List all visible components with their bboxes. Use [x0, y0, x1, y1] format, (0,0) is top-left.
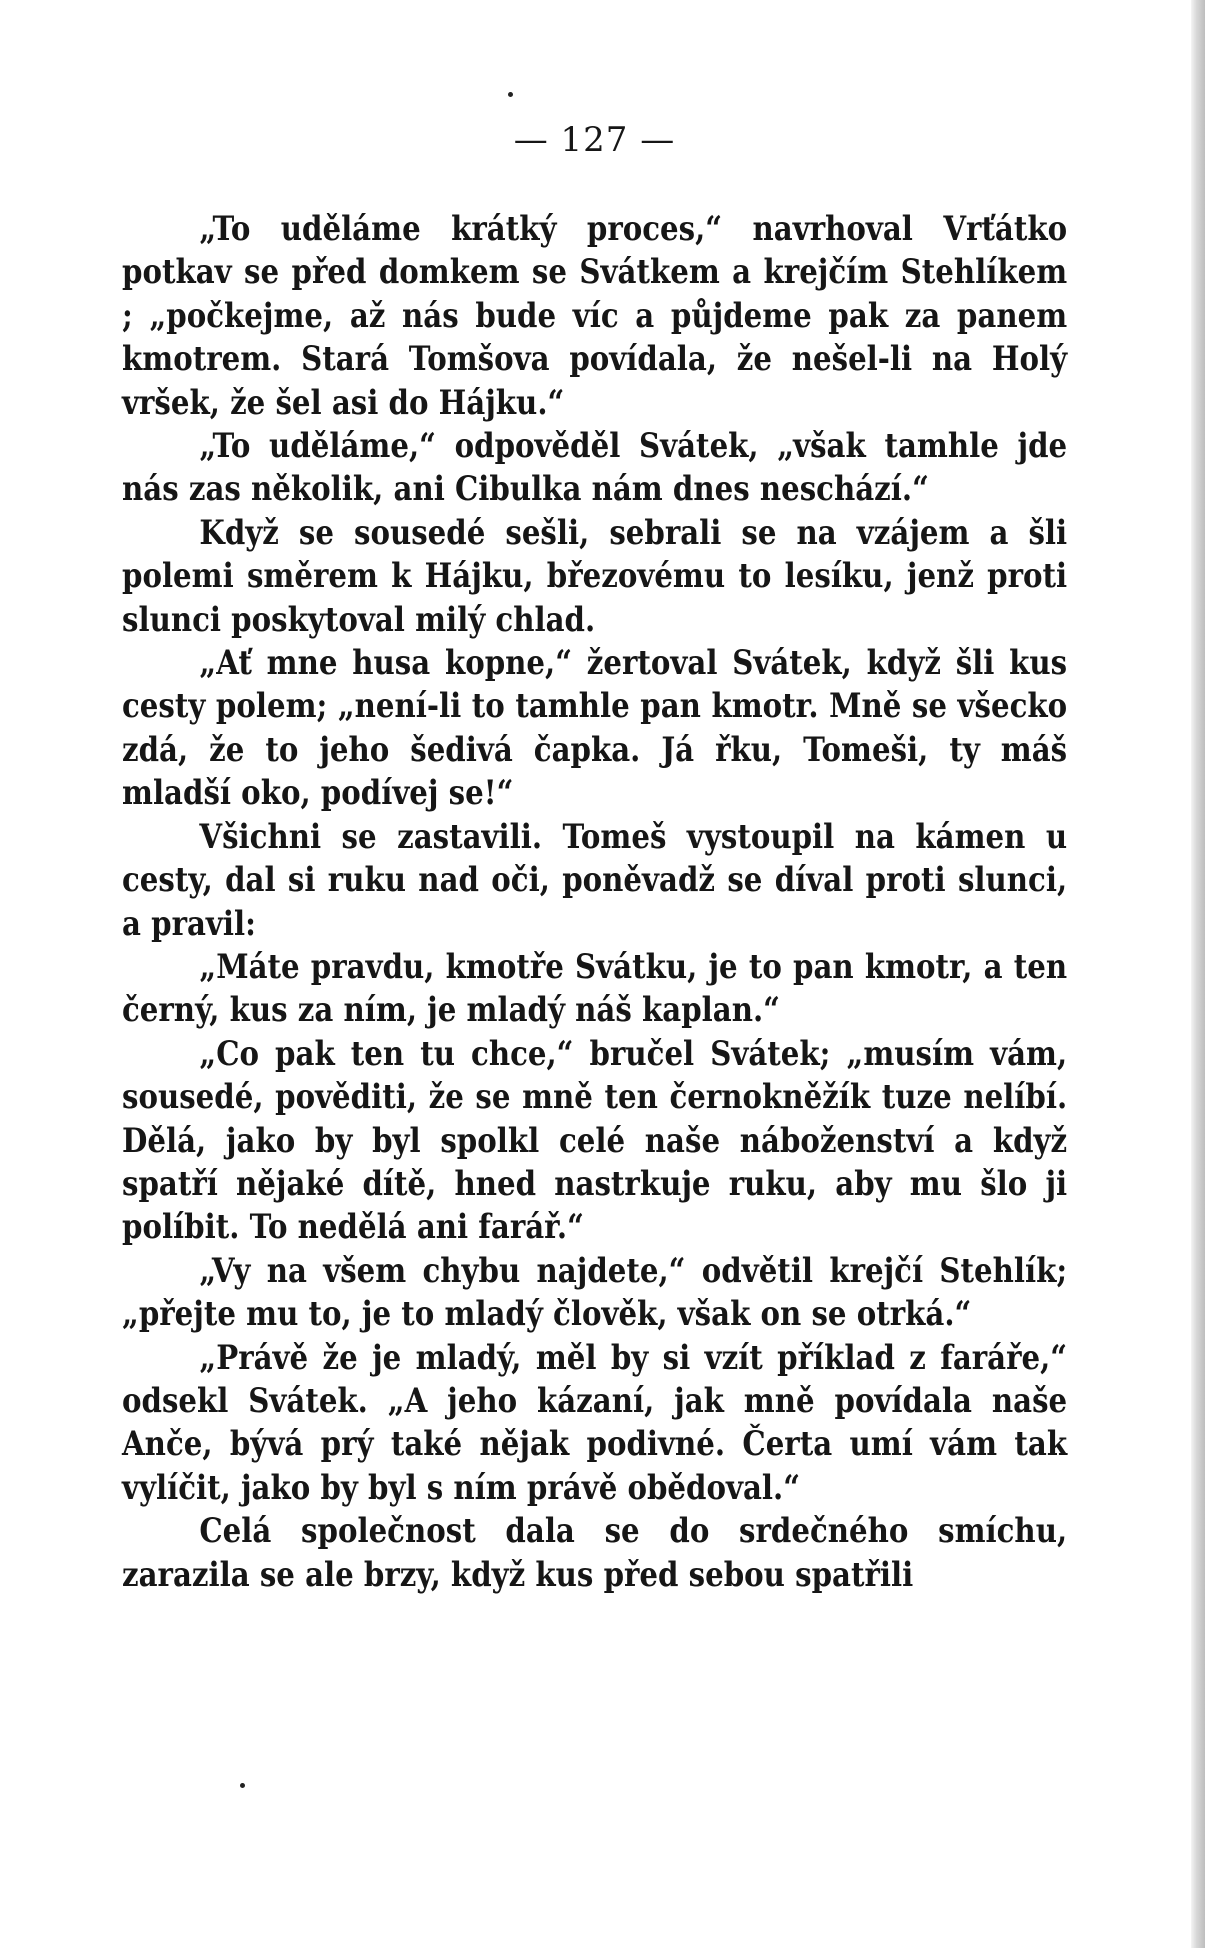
scan-edge-shadow: [1191, 0, 1205, 1948]
paragraph: „Ať mne husa kopne,“ žertoval Svátek, když šli kus cesty polem; „není-li to tamhle pan kmotr. Mně se všecko zdá, že to jeho šedivá čapka. Já řku, Tomeši, ty máš mladší oko, podívej se!“: [122, 643, 1068, 814]
paragraph: „Máte pravdu, kmotře Svátku, je to pan kmotr, a ten černý, kus za ním, je mladý náš kaplan.“: [122, 946, 1068, 1031]
paragraph: „To uděláme krátký proces,“ navrhoval Vrťátko potkav se před domkem se Svátkem a krejčím Stehlíkem ; „počkejme, až nás bude víc a půjdeme pak za panem kmotrem. Stará Tomšova povídala, že nešel-li na Holý vršek, že šel asi do Hájku.“: [122, 209, 1068, 423]
paragraph: Když se sousedé sešli, sebrali se na vzájem a šli polemi směrem k Hájku, březovému to lesíku, jenž proti slunci poskytoval milý chlad.: [122, 512, 1068, 640]
dust-speck: [508, 92, 513, 97]
book-page: [122, 120, 1067, 1597]
dust-speck: [240, 1783, 245, 1788]
paragraph: Celá společnost dala se do srdečného smíchu, zarazila se ale brzy, když kus před sebou spatřili: [122, 1511, 1068, 1595]
paragraph: „To uděláme,“ odpověděl Svátek, „však tamhle jde nás zas několik, ani Cibulka nám dnes neschází.“: [122, 426, 1068, 510]
page-number: — 127 —: [513, 120, 676, 160]
paragraph: „Právě že je mladý, měl by si vzít příklad z faráře,“ odsekl Svátek. „A jeho kázaní, jak mně povídala naše Anče, bývá prý také nějak podivné. Čerta umí vám tak vylíčit, jako by byl s ním právě obědoval.“: [122, 1337, 1068, 1508]
paragraph: „Co pak ten tu chce,“ bručel Svátek; „musím vám, sousedé, pověditi, že se mně ten černokněžík tuze nelíbí. Dělá, jako by byl spolkl celé naše náboženství a když spatří nějaké dítě, hned nastrkuje ruku, aby mu šlo ji políbit. To nedělá ani farář.“: [122, 1033, 1068, 1248]
body-text: [122, 208, 1067, 1597]
paragraph: „Vy na všem chybu najdete,“ odvětil krejčí Stehlík; „přejte mu to, je to mladý člověk, však on se otrká.“: [122, 1250, 1068, 1335]
paragraph: Všichni se zastavili. Tomeš vystoupil na kámen u cesty, dal si ruku nad oči, poněvadž se díval proti slunci, a pravil:: [122, 816, 1068, 944]
